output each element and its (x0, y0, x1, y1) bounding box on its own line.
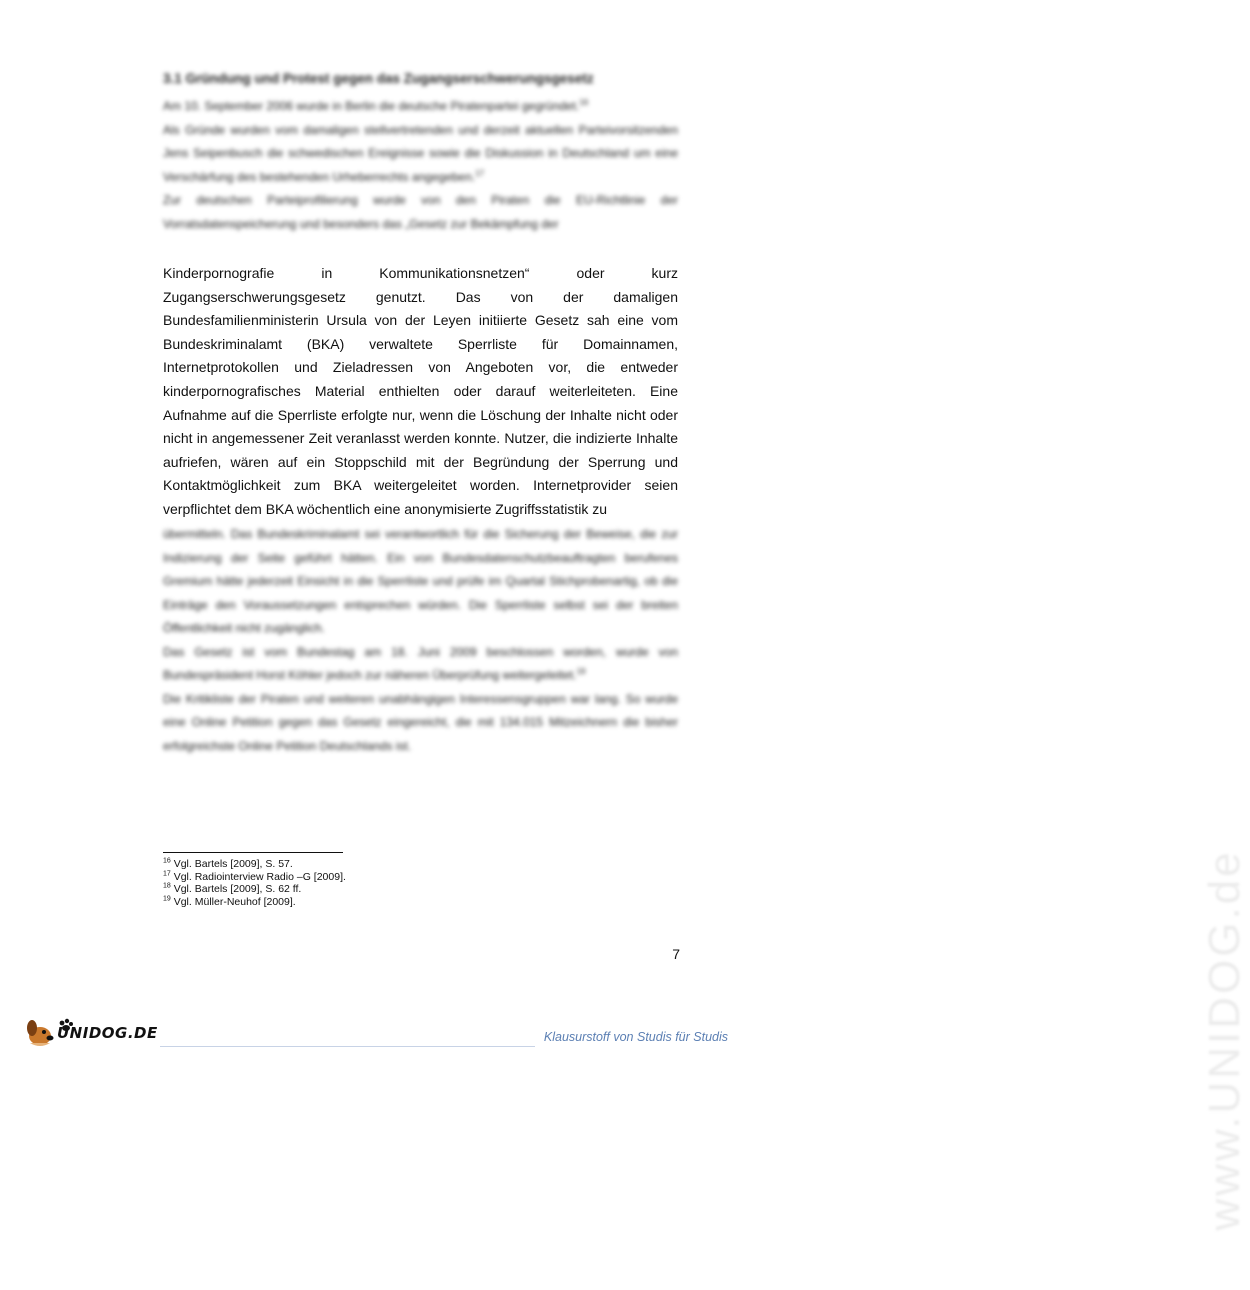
logo-text: UNIDOG.DE (57, 1024, 158, 1042)
paragraph: Das Gesetz ist vom Bundestag am 18. Juni 2009 beschlossen worden, wurde von Bundespräsident Horst Köhler jedoch zur näheren Überprüfung weitergeleitet.$^{19}$ (163, 644, 678, 682)
paragraph: Die Kritikliste der Piraten und weiteren unabhängigen Interessensgruppen war lang. So wurde eine Online Petition gegen das Gesetz eingereicht, die mit 134.015 Mitzeichnern die bisher erfolgreichste Online Petition Deutschlands ist. (163, 691, 678, 753)
watermark: www.UNIDOG.de (1200, 849, 1249, 1231)
footnote-divider (163, 852, 343, 853)
footer-slogan: Klausurstoff von Studis für Studis (543, 1030, 728, 1044)
footnote: $^{18}$ Vgl. Bartels [2009], S. 62 ff. (163, 882, 302, 895)
blurred-paragraphs-bottom (163, 523, 678, 758)
footnotes (163, 858, 563, 908)
blurred-paragraphs-top (163, 95, 678, 236)
section-heading: 3.1 Gründung und Protest gegen das Zugangserschwerungsgesetz (163, 71, 594, 86)
visible-paragraph: Kinderpornografie in Kommunikationsnetzen“ oder kurz Zugangserschwerungsgesetz genutzt. Das von der damaligen Bundesfamilienministerin Ursula von der Leyen initiierte Gesetz sah eine vom Bundeskriminalamt (BKA) verwaltete Sperrliste für Domainnamen, Internetprotokollen und Zieladressen von Angeboten vor, die entweder kinderpornografisches Material enthielten oder darauf weiterleiteten. Eine Aufnahme auf die Sperrliste erfolgte nur, wenn die Löschung der Inhalte nicht oder nicht in angemessener Zeit veranlasst werden konnte. Nutzer, die indizierte Inhalte aufriefen, wären auf ein Stoppschild mit der Begründung der Sperrung und Kontaktmöglichkeit zum BKA weitergeleitet worden. Internetprovider seien verpflichtet dem BKA wöchentlich eine anonymisierte Zugriffsstatistik zu (163, 265, 678, 517)
footer-divider (160, 1046, 535, 1047)
paragraph: Am 10. September 2006 wurde in Berlin die deutsche Piratenpartei gegründet.$^{16}$ (163, 98, 589, 113)
paragraph: Als Gründe wurden vom damaligen stellvertretenden und derzeit aktuellen Parteivorsitzenden Jens Seipenbusch die schwedischen Ereignisse sowie die Diskussion in Deutschland um eine Verschärfung des bestehenden Urheberrechts angegeben.$^{17}$ (163, 122, 678, 184)
page-number: 7 (672, 946, 680, 962)
paragraph: Zur deutschen Parteiprofilierung wurde von den Piraten die EU-Richtlinie der Vorratsdatenspeicherung und besonders das „Gesetz zur Bekämpfung der (163, 193, 678, 231)
footnote: $^{17}$ Vgl. Radiointerview Radio –G [2009]. (163, 870, 346, 883)
footnote: $^{16}$ Vgl. Bartels [2009], S. 57. (163, 857, 293, 870)
paragraph: übermitteln. Das Bundeskriminalamt sei verantwortlich für die Sicherung der Beweise, die zur Indizierung der Seite geführt hätten. Ein von Bundesdatenschutzbeauftragten berufenes Gremium hätte jederzeit Einsicht in die Sperrliste und prüfe im Quartal Stichprobenartig, ob die Einträge den Voraussetzungen entsprechen würden. Die Sperrliste selbst sei der breiten Öffentlichkeit nicht zugänglich. (163, 527, 678, 635)
footnote: $^{19}$ Vgl. Müller-Neuhof [2009]. (163, 895, 296, 908)
